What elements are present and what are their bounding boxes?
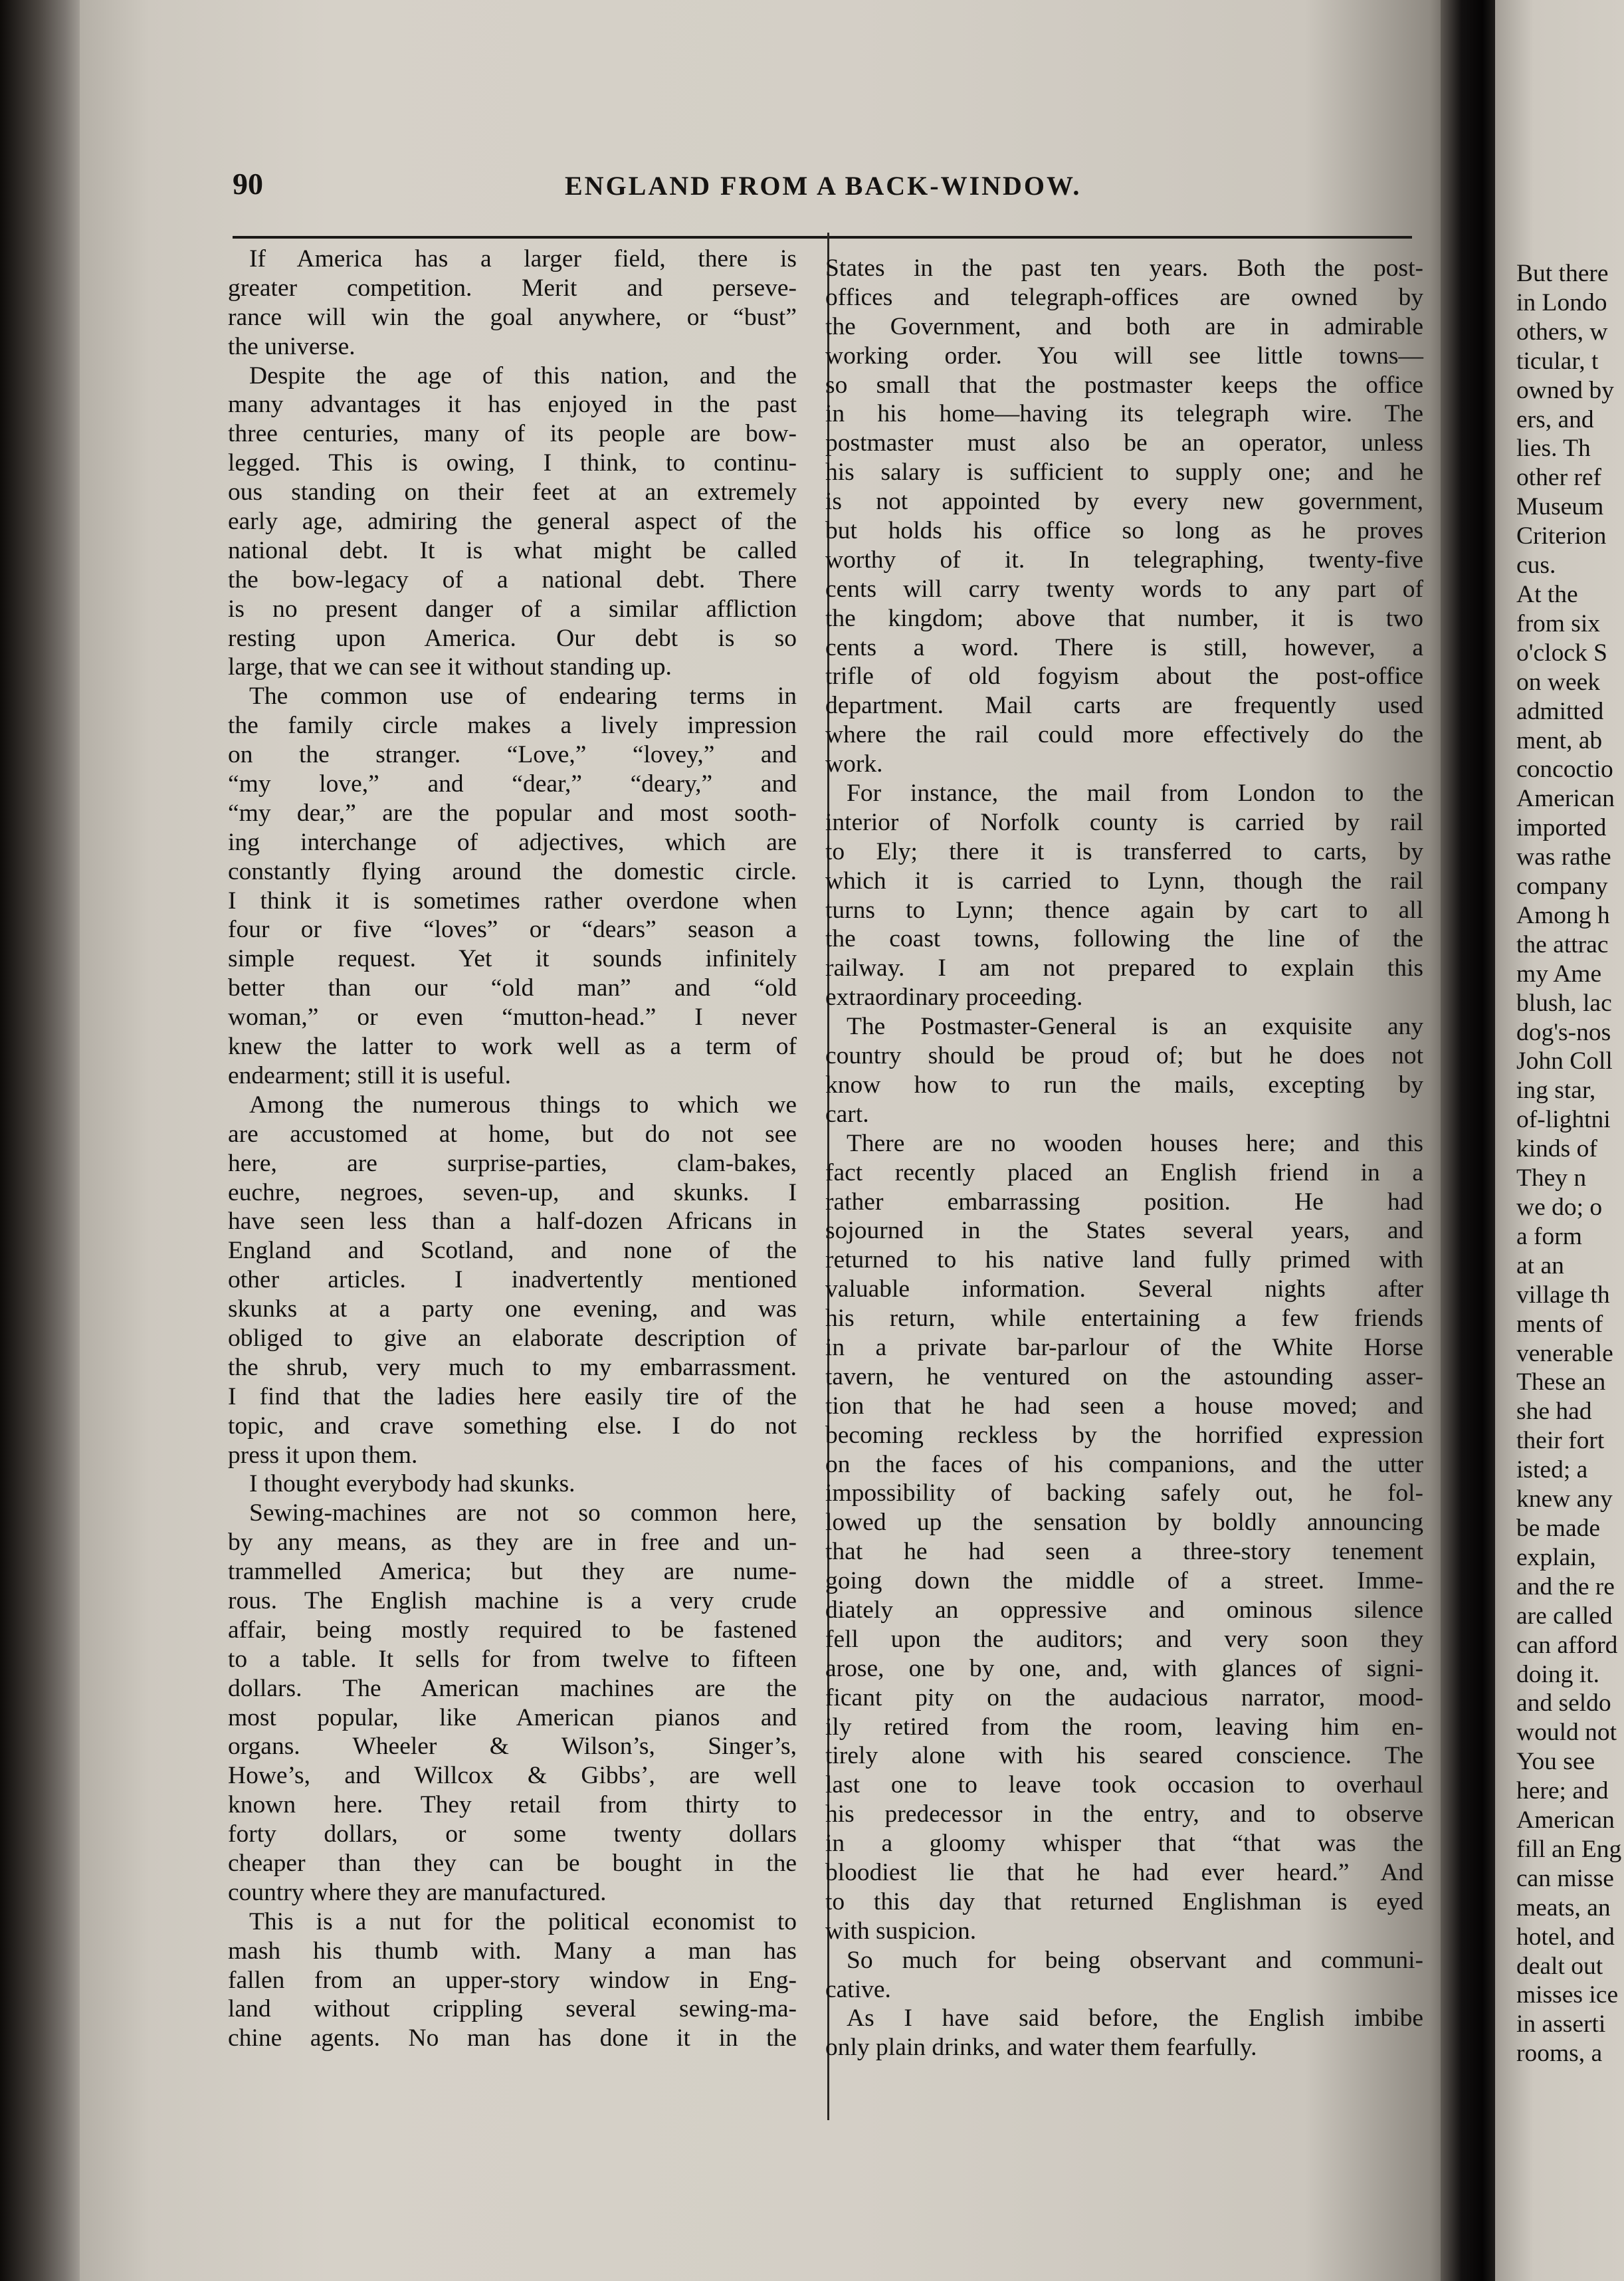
text-line: trifle of old fogyism about the post-office <box>825 663 1423 691</box>
text-line: ous standing on their feet at an extremely <box>228 479 797 506</box>
next-page-line: American <box>1516 785 1615 813</box>
next-page-line: and seldo <box>1516 1689 1611 1717</box>
text-line: affair, being mostly required to be fastened <box>228 1616 797 1644</box>
left-column <box>228 245 797 2053</box>
next-page-line: dog's-nos <box>1516 1018 1611 1046</box>
next-page-line: knew any <box>1516 1485 1613 1513</box>
text-line: are accustomed at home, but do not see <box>228 1120 797 1148</box>
text-line: offices and telegraph-offices are owned by <box>825 283 1423 311</box>
next-page-line: John Coll <box>1516 1047 1613 1075</box>
text-line: country should be proud of; but he does not <box>825 1042 1423 1070</box>
text-line: Among the numerous things to which we <box>249 1091 797 1119</box>
text-line: his return, while entertaining a few friends <box>825 1305 1423 1333</box>
next-page-line: we do; o <box>1516 1194 1603 1221</box>
next-page-line: fill an Eng <box>1516 1835 1622 1863</box>
text-line: As I have said before, the English imbibe <box>847 2005 1423 2032</box>
text-line: have seen less than a half-dozen Africans in <box>228 1208 797 1236</box>
text-line: Despite the age of this nation, and the <box>249 362 797 389</box>
next-page-line: lies. Th <box>1516 435 1591 463</box>
next-page-line: other ref <box>1516 464 1602 492</box>
next-page-line: would not <box>1516 1719 1617 1747</box>
text-line: “my dear,” are the popular and most sooth- <box>228 799 797 827</box>
text-line: press it upon them. <box>228 1441 418 1469</box>
text-line: sojourned in the States several years, and <box>825 1217 1423 1245</box>
text-line: cheaper than they can be bought in the <box>228 1849 797 1877</box>
next-page-line: ments of <box>1516 1310 1603 1338</box>
text-line: For instance, the mail from London to the <box>847 780 1423 808</box>
next-page-line: ing star, <box>1516 1077 1596 1105</box>
text-line: States in the past ten years. Both the post- <box>825 255 1423 282</box>
text-line: constantly flying around the domestic circle. <box>228 857 797 885</box>
text-line: diately an oppressive and ominous silence <box>825 1596 1423 1624</box>
text-line: four or five “loves” or “dears” season a <box>228 916 797 944</box>
text-line: better than our “old man” and “old <box>228 974 797 1002</box>
text-line: The common use of endearing terms in <box>249 683 797 710</box>
right-column <box>825 254 1423 2062</box>
text-line: simple request. Yet it sounds infinitely <box>228 945 797 973</box>
next-page-line: ment, ab <box>1516 726 1603 754</box>
text-line: where the rail could more effectively do the <box>825 721 1423 749</box>
text-line: the Government, and both are in admirable <box>825 312 1423 340</box>
next-page-line: They n <box>1516 1164 1587 1192</box>
next-page-line: and the re <box>1516 1573 1615 1600</box>
next-page-line: ticular, t <box>1516 347 1599 375</box>
text-line: fallen from an upper-story window in Eng- <box>228 1966 797 1994</box>
text-line: fact recently placed an English friend in a <box>825 1158 1423 1186</box>
next-page-line: misses ice <box>1516 1981 1619 2009</box>
next-page-line: admitted <box>1516 697 1604 725</box>
text-line: the shrub, very much to my embarrassment. <box>228 1353 797 1381</box>
text-line: Howe’s, and Willcox & Gibbs’, are well <box>228 1762 797 1790</box>
text-line: bloodiest lie that he had ever heard.” And <box>825 1858 1423 1886</box>
next-page-line: can misse <box>1516 1864 1614 1892</box>
text-line: in his home—having its telegraph wire. The <box>825 400 1423 428</box>
text-line: woman,” or even “mutton-head.” I never <box>228 1004 797 1032</box>
text-line: ing interchange of adjectives, which are <box>228 828 797 856</box>
next-page-line: o'clock S <box>1516 639 1607 667</box>
text-line: to a table. It sells for from twelve to fifteen <box>228 1645 797 1673</box>
text-line: the kingdom; above that number, it is two <box>825 604 1423 632</box>
next-page-line: in asserti <box>1516 2010 1606 2038</box>
text-line: by any means, as they are in free and un- <box>228 1529 797 1557</box>
next-page-line: can afford <box>1516 1631 1618 1659</box>
text-line: fell upon the auditors; and very soon they <box>825 1625 1423 1653</box>
next-page-line: ers, and <box>1516 405 1594 433</box>
text-line: turns to Lynn; thence again by cart to all <box>825 896 1423 924</box>
text-line: chine agents. No man has done it in the <box>228 2024 797 2052</box>
next-page-line: At the <box>1516 580 1578 608</box>
next-page-line: You see <box>1516 1748 1595 1776</box>
text-line: with suspicion. <box>825 1917 977 1945</box>
text-line: I thought everybody had skunks. <box>249 1470 575 1498</box>
text-line: I find that the ladies here easily tire of the <box>228 1382 797 1410</box>
next-page-line: others, w <box>1516 318 1608 346</box>
text-line: The Postmaster-General is an exquisite any <box>847 1013 1423 1041</box>
text-line: becoming reckless by the horrified expression <box>825 1421 1423 1449</box>
next-page-line: she had <box>1516 1398 1592 1426</box>
text-line: only plain drinks, and water them fearfully. <box>825 2034 1257 2062</box>
text-line: to Ely; there it is transferred to carts, by <box>825 837 1423 865</box>
text-line: euchre, negroes, seven-up, and skunks. I <box>228 1178 797 1206</box>
text-line: obliged to give an elaborate description of <box>228 1324 797 1352</box>
text-line: three centuries, many of its people are bow- <box>228 420 797 448</box>
scan-binding-shadow <box>0 0 86 2281</box>
text-line: knew the latter to work well as a term of <box>228 1033 797 1061</box>
text-line: forty dollars, or some twenty dollars <box>228 1820 797 1848</box>
text-line: worthy of it. In telegraphing, twenty-five <box>825 546 1423 574</box>
text-line: mash his thumb with. Many a man has <box>228 1937 797 1965</box>
text-line: cative. <box>825 1975 891 2003</box>
text-line: tavern, he ventured on the astounding asser- <box>825 1362 1423 1390</box>
text-line: but holds his office so long as he proves <box>825 517 1423 545</box>
text-line: “my love,” and “dear,” “deary,” and <box>228 770 797 798</box>
next-page-line: their fort <box>1516 1427 1605 1455</box>
text-line: postmaster must also be an operator, unless <box>825 429 1423 457</box>
text-line: land without crippling several sewing-ma- <box>228 1995 797 2023</box>
next-page-line: Museum <box>1516 493 1604 521</box>
text-line: skunks at a party one evening, and was <box>228 1295 797 1323</box>
text-line: department. Mail carts are frequently used <box>825 692 1423 720</box>
next-page-line: But there <box>1516 260 1609 287</box>
text-line: trammelled America; but they are nume- <box>228 1558 797 1586</box>
next-page-line: cus. <box>1516 552 1556 580</box>
next-page-line: my Ame <box>1516 960 1602 988</box>
text-line: his salary is sufficient to supply one; and he <box>825 459 1423 487</box>
next-page-line: explain, <box>1516 1543 1596 1571</box>
text-line: interior of Norfolk county is carried by rail <box>825 808 1423 836</box>
text-line: the coast towns, following the line of the <box>825 925 1423 953</box>
text-line: most popular, like American pianos and <box>228 1703 797 1731</box>
text-line: cart. <box>825 1100 869 1128</box>
next-page-line: dealt out <box>1516 1952 1603 1980</box>
text-line: topic, and crave something else. I do not <box>228 1412 797 1440</box>
text-line: which it is carried to Lynn, though the rail <box>825 867 1423 895</box>
next-page-line: was rathe <box>1516 843 1611 871</box>
text-line: early age, admiring the general aspect of the <box>228 508 797 536</box>
text-line: to this day that returned Englishman is eyed <box>825 1888 1423 1915</box>
page-header <box>233 166 1415 219</box>
text-line: is not appointed by every new government, <box>825 488 1423 516</box>
next-page-edge <box>1495 0 1624 2281</box>
header-rule <box>233 236 1412 239</box>
text-line: in a gloomy whisper that “that was the <box>825 1830 1423 1858</box>
next-page-line: village th <box>1516 1281 1610 1309</box>
next-page-line: here; and <box>1516 1777 1609 1805</box>
text-line: working order. You will see little towns— <box>825 342 1423 370</box>
next-page-line: rooms, a <box>1516 2040 1603 2068</box>
text-line: on the stranger. “Love,” “lovey,” and <box>228 741 797 769</box>
text-line: other articles. I inadvertently mentioned <box>228 1266 797 1294</box>
next-page-line: These an <box>1516 1368 1606 1396</box>
text-line: impossibility of backing safely out, he fol- <box>825 1479 1423 1507</box>
text-line: valuable information. Several nights after <box>825 1275 1423 1303</box>
text-line: country where they are manufactured. <box>228 1878 607 1906</box>
next-page-line: a form <box>1516 1222 1582 1250</box>
text-line: that he had seen a three-story tenement <box>825 1538 1423 1566</box>
text-line: national debt. It is what might be called <box>228 536 797 564</box>
text-line: dollars. The American machines are the <box>228 1674 797 1702</box>
text-line: tion that he had seen a house moved; and <box>825 1392 1423 1420</box>
text-line: is no present danger of a similar affliction <box>228 595 797 623</box>
text-line: So much for being observant and communi- <box>847 1946 1423 1974</box>
next-page-line: be made <box>1516 1514 1600 1542</box>
next-page-line: venerable <box>1516 1339 1613 1367</box>
next-page-line: kinds of <box>1516 1135 1597 1163</box>
text-line: known here. They retail from thirty to <box>228 1791 797 1819</box>
text-line: greater competition. Merit and perseve- <box>228 274 797 302</box>
text-line: arose, one by one, and, with glances of signi- <box>825 1654 1423 1682</box>
next-page-line: company <box>1516 873 1608 901</box>
text-line: so small that the postmaster keeps the office <box>825 371 1423 399</box>
text-line: last one to leave took occasion to overhaul <box>825 1771 1423 1799</box>
next-page-text <box>1516 259 1621 2068</box>
text-line: cents will carry twenty words to any part of <box>825 575 1423 603</box>
text-line: If America has a larger field, there is <box>249 245 797 272</box>
text-line: work. <box>825 750 883 778</box>
next-page-line: hotel, and <box>1516 1923 1615 1951</box>
text-line: on the faces of his companions, and the utter <box>825 1450 1423 1478</box>
next-page-line: concoctio <box>1516 756 1613 784</box>
next-page-line: doing it. <box>1516 1660 1600 1688</box>
text-line: organs. Wheeler & Wilson’s, Singer’s, <box>228 1733 797 1761</box>
next-page-line: meats, an <box>1516 1894 1611 1921</box>
next-page-line: at an <box>1516 1251 1564 1279</box>
next-page-line: of-lightni <box>1516 1106 1611 1134</box>
text-line: the bow-legacy of a national debt. There <box>228 566 797 594</box>
next-page-line: isted; a <box>1516 1456 1588 1484</box>
text-line: lowed up the sensation by boldly announcing <box>825 1509 1423 1537</box>
text-line: his predecessor in the entry, and to observe <box>825 1800 1423 1828</box>
page-number: 90 <box>233 167 263 201</box>
running-head: ENGLAND FROM A BACK-WINDOW. <box>565 171 1082 201</box>
text-line: rance will win the goal anywhere, or “bust” <box>228 303 797 331</box>
text-line: ficant pity on the audacious narrator, mood- <box>825 1684 1423 1711</box>
text-line: returned to his native land fully primed with <box>825 1246 1423 1274</box>
text-line: in a private bar-parlour of the White Horse <box>825 1333 1423 1361</box>
text-line: going down the middle of a street. Imme- <box>825 1567 1423 1595</box>
text-line: ily retired from the room, leaving him en- <box>825 1713 1423 1741</box>
text-line: rather embarrassing position. He had <box>825 1188 1423 1216</box>
next-page-line: American <box>1516 1806 1615 1834</box>
text-line: There are no wooden houses here; and this <box>847 1129 1423 1157</box>
next-page-line: Criterion <box>1516 522 1607 550</box>
text-line: cents a word. There is still, however, a <box>825 633 1423 661</box>
next-page-line: are called <box>1516 1602 1613 1630</box>
text-line: I think it is sometimes rather overdone when <box>228 887 797 915</box>
text-line: legged. This is owing, I think, to continu- <box>228 449 797 477</box>
text-line: Sewing-machines are not so common here, <box>249 1499 797 1527</box>
next-page-line: on week <box>1516 668 1600 696</box>
text-line: here, are surprise-parties, clam-bakes, <box>228 1149 797 1177</box>
next-page-line: blush, lac <box>1516 989 1612 1017</box>
next-page-line: imported <box>1516 814 1607 842</box>
text-line: England and Scotland, and none of the <box>228 1237 797 1265</box>
next-page-line: owned by <box>1516 376 1614 404</box>
text-line: tirely alone with his seared conscience. The <box>825 1742 1423 1770</box>
text-line: the universe. <box>228 332 355 360</box>
text-line: endearment; still it is useful. <box>228 1061 511 1089</box>
next-page-line: Among h <box>1516 901 1610 929</box>
book-gutter <box>1441 0 1500 2281</box>
text-line: rous. The English machine is a very crude <box>228 1586 797 1614</box>
next-page-line: in Londo <box>1516 288 1607 316</box>
next-page-line: from six <box>1516 609 1601 637</box>
text-line: large, that we can see it without standing up. <box>228 653 672 681</box>
text-line: know how to run the mails, excepting by <box>825 1071 1423 1099</box>
text-line: the family circle makes a lively impression <box>228 712 797 740</box>
text-line: railway. I am not prepared to explain this <box>825 954 1423 982</box>
text-line: many advantages it has enjoyed in the past <box>228 391 797 419</box>
next-page-line: the attrac <box>1516 930 1609 958</box>
text-line: resting upon America. Our debt is so <box>228 624 797 652</box>
text-line: This is a nut for the political economist to <box>249 1907 797 1935</box>
text-line: extraordinary proceeding. <box>825 984 1083 1012</box>
